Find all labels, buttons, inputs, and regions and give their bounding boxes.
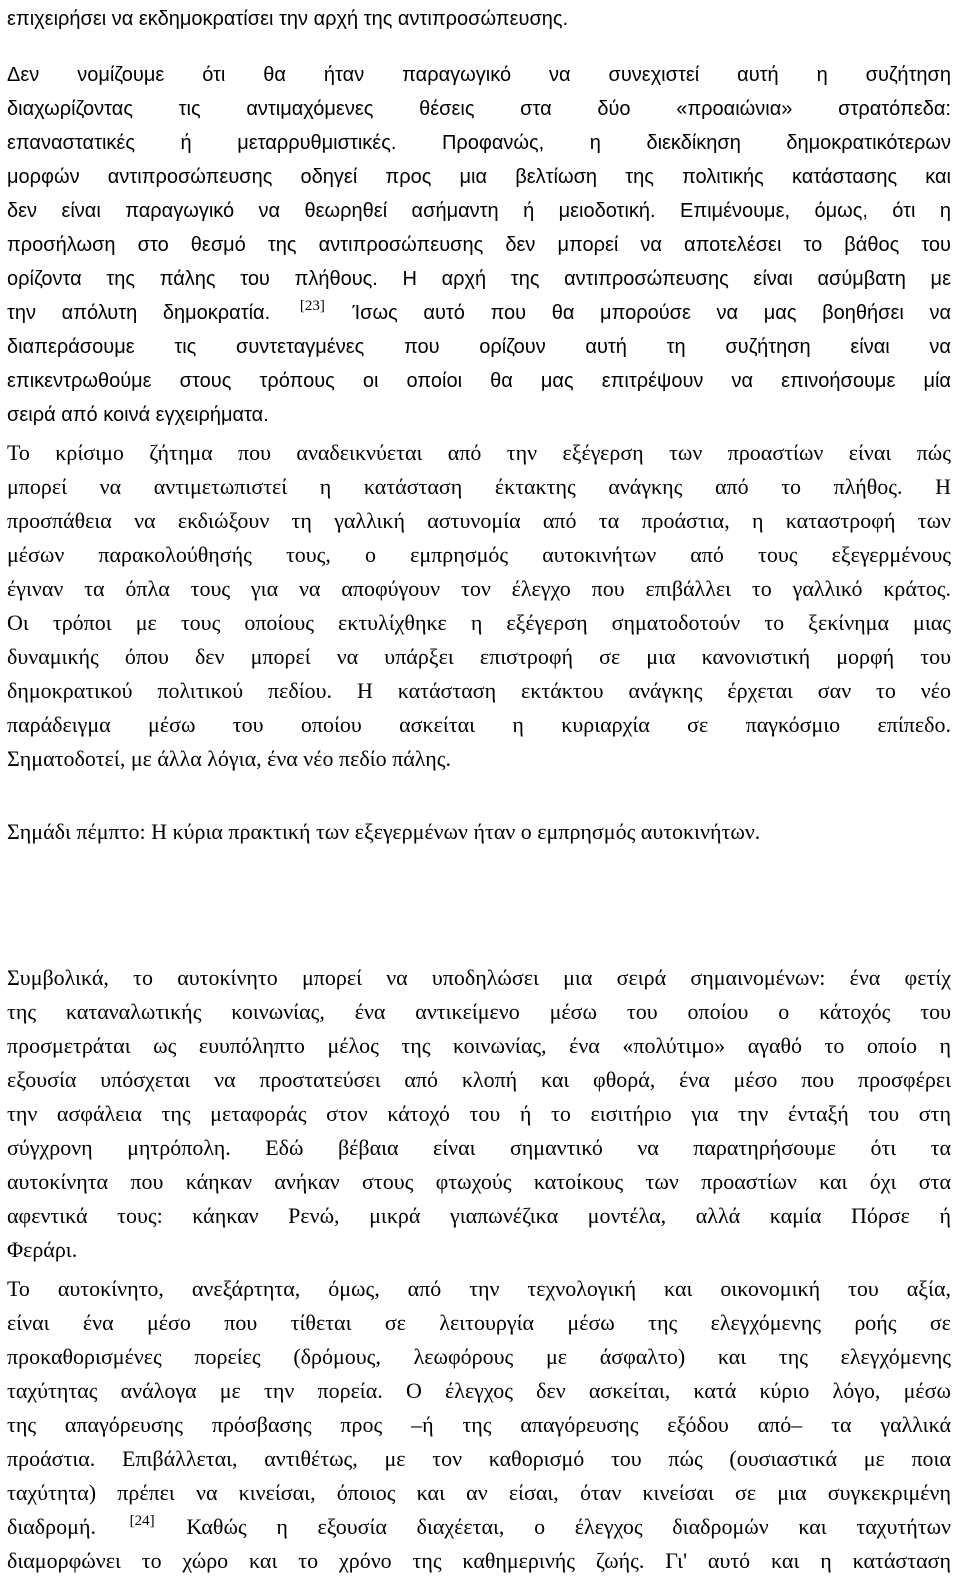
text-line: σειρά από κοινά εγχειρήματα. xyxy=(7,404,269,426)
text-line: επικεντρωθούμε στους τρόπους οι οποίοι θα μας επιτρέψουν να επινοήσουμε μία xyxy=(7,370,951,392)
heading-text: Σημάδι πέμπτο: Η κύρια πρακτική των εξεγερμένων ήταν ο εμπρησμός αυτοκινήτων. xyxy=(7,819,761,844)
text-line: παράδειγμα μέσω του οποίου ασκείται η κυριαρχία σε παγκόσμιο επίπεδο. xyxy=(7,712,951,737)
text-line: διαμορφώνει το χώρο και το χρόνο της καθημερινής ζωής. Γι' αυτό και η κατάσταση xyxy=(7,1548,951,1573)
text-line: προάστια. Επιβάλλεται, αντιθέτως, με τον καθορισμό του πώς (ουσιαστικά με ποια xyxy=(7,1446,951,1471)
text-line: επαναστατικές ή μεταρρυθμιστικές. Προφανώς, η διεκδίκηση δημοκρατικότερων xyxy=(7,132,951,154)
paragraph-1 xyxy=(7,2,951,432)
text-line: την ασφάλεια της μεταφοράς στον κάτοχό του ή το εισιτήριο για την ένταξή του στη xyxy=(7,1101,951,1126)
text-line: προσήλωση στο θεσμό της αντιπροσώπευσης δεν μπορεί να αποτελέσει το βάθος του xyxy=(7,234,951,256)
text-line: Δεν νομίζουμε ότι θα ήταν παραγωγικό να συνεχιστεί αυτή η συζήτηση xyxy=(7,64,951,86)
text-line: Σηματοδοτεί, με άλλα λόγια, ένα νέο πεδίο πάλης. xyxy=(7,746,451,771)
text-line: Φεράρι. xyxy=(7,1237,78,1262)
text-line: εξουσία υπόσχεται να προστατεύσει από κλοπή και φθορά, ένα μέσο που προσφέρει xyxy=(7,1067,951,1092)
text-line: Συμβολικά, το αυτοκίνητο μπορεί να υποδηλώσει μια σειρά σημαινομένων: ένα φετίχ xyxy=(7,965,951,990)
text-line: μορφών αντιπροσώπευσης οδηγεί προς μια βελτίωση της πολιτικής κατάστασης και xyxy=(7,166,951,188)
text-line: Οι τρόποι με τους οποίους εκτυλίχθηκε η εξέγερση σηματοδοτούν το ξεκίνημα μιας xyxy=(7,610,951,635)
text-line: αυτοκίνητα που κάηκαν ανήκαν στους φτωχούς κατοίκους των προαστίων και όχι στα xyxy=(7,1169,951,1194)
text-line: επιχειρήσει να εκδημοκρατίσει την αρχή της αντιπροσώπευσης. xyxy=(7,8,569,30)
text-line: ταχύτητα) πρέπει να κινείσαι, όποιος και αν είσαι, όταν κινείσαι σε μια συγκεκριμένη xyxy=(7,1480,951,1505)
text-line: δεν είναι παραγωγικό να θεωρηθεί ασήμαντη ή μειοδοτική. Επιμένουμε, όμως, ότι η xyxy=(7,200,951,222)
text-line: της καταναλωτικής κοινωνίας, ένα αντικείμενο μέσω του οποίου ο κάτοχός του xyxy=(7,999,951,1024)
text-line: είναι ένα μέσο που τίθεται σε λειτουργία μέσω της ελεγχόμενης ροής σε xyxy=(7,1310,951,1335)
text-line: την απόλυτη δημοκρατία. [23] Ίσως αυτό που θα μπορούσε να μας βοηθήσει να xyxy=(7,298,952,324)
text-line: διαχωρίζοντας τις αντιμαχόμενες θέσεις στα δύο «προαιώνια» στρατόπεδα: xyxy=(7,98,951,120)
text-line: διαδρομή. [24] Καθώς η εξουσία διαχέεται, ο έλεγχος διαδρομών και ταχυτήτων xyxy=(7,1513,951,1539)
text-line: έγιναν τα όπλα τους για να αποφύγουν τον έλεγχο που επιβάλλει το γαλλικό κράτος. xyxy=(7,576,951,601)
text-line: μπορεί να αντιμετωπιστεί η κατάσταση έκτακτης ανάγκης από το πλήθος. Η xyxy=(7,474,951,499)
text-line: προσπάθεια να εκδιώξουν τη γαλλική αστυνομία από τα προάστια, η καταστροφή των xyxy=(7,508,951,533)
footnote-reference-24[interactable]: [24] xyxy=(129,1513,155,1529)
paragraph-2 xyxy=(7,436,951,776)
text-line: Το αυτοκίνητο, ανεξάρτητα, όμως, από την τεχνολογική και οικονομική του αξία, xyxy=(7,1276,951,1301)
section-heading xyxy=(7,815,951,849)
paragraph-3 xyxy=(7,961,951,1267)
text-line: μέσων παρακολούθησής τους, ο εμπρησμός αυτοκινήτων από τους εξεγερμένους xyxy=(7,542,951,567)
text-line: σύγχρονη μητρόπολη. Εδώ βέβαια είναι σημαντικό να παρατηρήσουμε ότι τα xyxy=(7,1135,951,1160)
text-line: αφεντικά τους: κάηκαν Ρενώ, μικρά γιαπωνέζικα μοντέλα, αλλά καμία Πόρσε ή xyxy=(7,1203,951,1228)
text-line: Το κρίσιμο ζήτημα που αναδεικνύεται από την εξέγερση των προαστίων είναι πώς xyxy=(7,440,951,465)
footnote-reference-23[interactable]: [23] xyxy=(299,298,325,314)
text-line: προκαθορισμένες πορείες (δρόμους, λεωφόρους με άσφαλτο) και της ελεγχόμενης xyxy=(7,1344,951,1369)
paragraph-4 xyxy=(7,1272,951,1578)
text-line: δυναμικής όπου δεν μπορεί να υπάρξει επιστροφή σε μια κανονιστική μορφή του xyxy=(7,644,951,669)
text-line: ορίζοντα της πάλης του πλήθους. Η αρχή της αντιπροσώπευσης είναι ασύμβατη με xyxy=(7,268,951,290)
text-line: διαπεράσουμε τις συντεταγμένες που ορίζουν αυτή τη συζήτηση είναι να xyxy=(7,336,951,358)
text-line: ταχύτητας ανάλογα με την πορεία. Ο έλεγχος δεν ασκείται, κατά κύριο λόγο, μέσω xyxy=(7,1378,951,1403)
text-line: δημοκρατικού πολιτικού πεδίου. Η κατάσταση εκτάκτου ανάγκης έρχεται σαν το νέο xyxy=(7,678,951,703)
text-line: προσμετράται ως ευυπόληπτο μέλος της κοινωνίας, ένα «πολύτιμο» αγαθό το οποίο η xyxy=(7,1033,951,1058)
text-line: της απαγόρευσης πρόσβασης προς –ή της απαγόρευσης εξόδου από– τα γαλλικά xyxy=(7,1412,951,1437)
